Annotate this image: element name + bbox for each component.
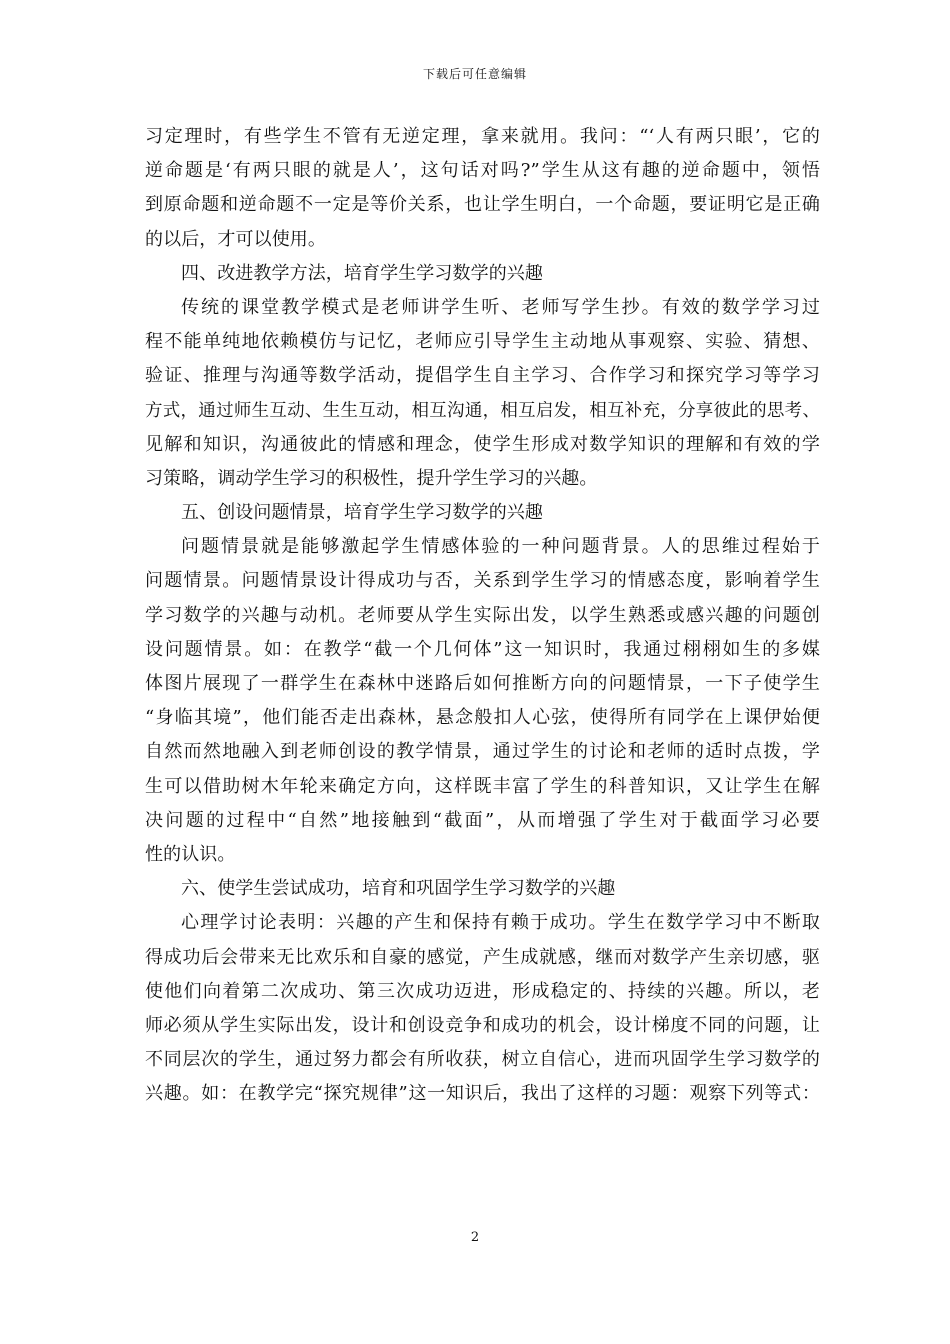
text-line: 到原命题和逆命题不一定是等价关系，也让学生明白，一个命题，要证明它是正确 <box>145 194 820 216</box>
text-line: 自然而然地融入到老师创设的教学情景，通过学生的讨论和老师的适时点拨，学 <box>145 741 820 763</box>
text-line: 五、创设问题情景，培育学生学习数学的兴趣 <box>181 502 543 524</box>
text-line: 传统的课堂教学模式是老师讲学生听、老师写学生抄。有效的数学学习过 <box>181 296 820 318</box>
text-line: 程不能单纯地依赖模仿与记忆，老师应引导学生主动地从事观察、实验、猜想、 <box>145 331 820 353</box>
text-line: 使他们向着第二次成功、第三次成功迈进，形成稳定的、持续的兴趣。所以，老 <box>145 980 820 1002</box>
text-line: 的以后，才可以使用。 <box>145 228 326 250</box>
text-line: 四、改进教学方法，培育学生学习数学的兴趣 <box>181 262 543 284</box>
text-line: 决问题的过程中“自然”地接触到“截面”，从而增强了学生对于截面学习必要 <box>145 809 820 831</box>
text-line: 验证、推理与沟通等数学活动，提倡学生自主学习、合作学习和探究学习等学习 <box>145 365 820 387</box>
text-line: 见解和知识，沟通彼此的情感和理念，使学生形成对数学知识的理解和有效的学 <box>145 433 820 455</box>
text-line: 性的认识。 <box>145 843 236 865</box>
text-line: 方式，通过师生互动、生生互动，相互沟通，相互启发，相互补充，分享彼此的思考、 <box>145 400 820 421</box>
text-line: 问题情景就是能够激起学生情感体验的一种问题背景。人的思维过程始于 <box>181 536 820 558</box>
text-line: 习定理时，有些学生不管有无逆定理，拿来就用。我问：“‘人有两只眼’，它的 <box>145 126 820 147</box>
page-header: 下载后可任意编辑 <box>422 67 527 81</box>
text-line: 逆命题是‘有两只眼的就是人’，这句话对吗?”学生从这有趣的逆命题中，领悟 <box>145 160 820 182</box>
text-line: 兴趣。如：在教学完“探究规律”这一知识后，我出了这样的习题：观察下列等式： <box>145 1083 820 1105</box>
page-number: 2 <box>470 1230 480 1245</box>
text-line: 得成功后会带来无比欢乐和自豪的感觉，产生成就感，继而对数学产生亲切感，驱 <box>145 946 820 968</box>
text-line: 习策略，调动学生学习的积极性，提升学生学习的兴趣。 <box>145 467 598 489</box>
text-line: 问题情景。问题情景设计得成功与否，关系到学生学习的情感态度，影响着学生 <box>145 570 820 592</box>
text-line: 学习数学的兴趣与动机。老师要从学生实际出发，以学生熟悉或感兴趣的问题创 <box>145 604 820 626</box>
text-line: 六、使学生尝试成功，培育和巩固学生学习数学的兴趣 <box>181 878 616 900</box>
text-line: 心理学讨论表明：兴趣的产生和保持有赖于成功。学生在数学学习中不断取 <box>181 912 820 934</box>
document-body <box>145 120 820 1111</box>
text-line: 师必须从学生实际出发，设计和创设竞争和成功的机会，设计梯度不同的问题，让 <box>145 1014 820 1036</box>
text-line: 体图片展现了一群学生在森林中迷路后如何推断方向的问题情景，一下子使学生 <box>145 673 820 694</box>
text-line: “身临其境”，他们能否走出森林，悬念般扣人心弦，使得所有同学在上课伊始便 <box>145 707 820 729</box>
text-line: 设问题情景。如：在教学“截一个几何体”这一知识时，我通过栩栩如生的多媒 <box>145 638 820 660</box>
text-line: 不同层次的学生，通过努力都会有所收获，树立自信心，进而巩固学生学习数学的 <box>145 1049 820 1071</box>
text-line: 生可以借助树木年轮来确定方向，这样既丰富了学生的科普知识，又让学生在解 <box>145 775 820 797</box>
